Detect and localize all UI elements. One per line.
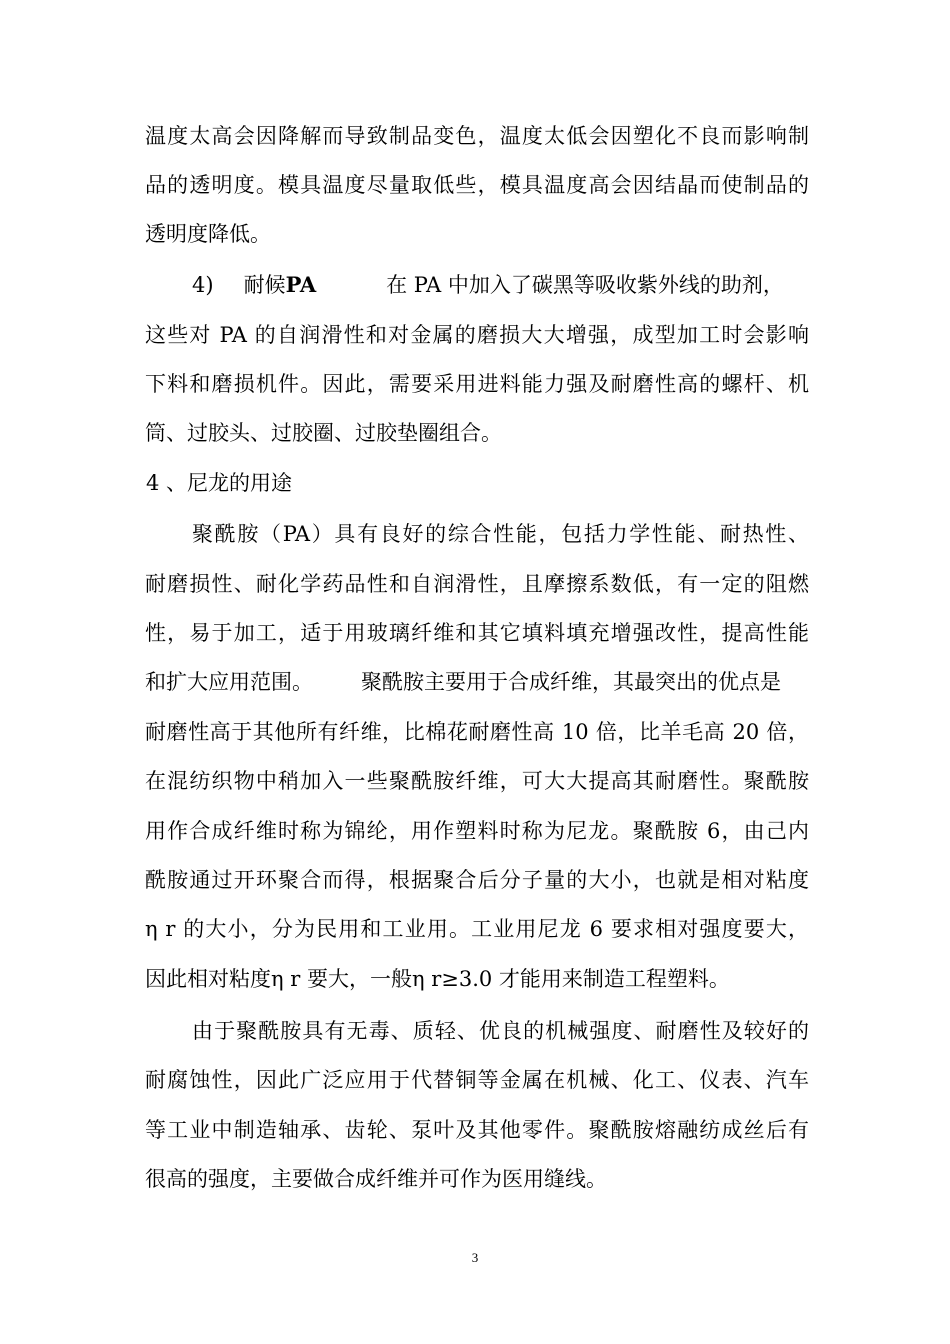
text-line: 温度太高会因降解而导致制品变色，温度太低会因塑化不良而影响制 <box>145 124 809 148</box>
text-line: 耐腐蚀性，因此广泛应用于代替铜等金属在机械、化工、仪表、汽车 <box>145 1068 809 1092</box>
text-line: 很高的强度，主要做合成纤维并可作为医用缝线。 <box>145 1167 607 1191</box>
text-fragment: 和扩大应用范围。 <box>145 670 313 694</box>
text-line: 在混纺织物中稍加入一些聚酰胺纤维，可大大提高其耐磨性。聚酰胺 <box>145 769 809 793</box>
text-line: 耐磨损性、耐化学药品性和自润滑性，且摩擦系数低，有一定的阻燃 <box>145 572 809 596</box>
text-line: 等工业中制造轴承、齿轮、泵叶及其他零件。聚酰胺熔融纺成丝后有 <box>145 1118 809 1142</box>
text-line: 耐磨性高于其他所有纤维，比棉花耐磨性高 10 倍，比羊毛高 20 倍， <box>145 720 809 744</box>
section-heading: 4 、尼龙的用途 <box>146 471 293 495</box>
text-line: 品的透明度。模具温度尽量取低些，模具温度高会因结晶而使制品的 <box>145 173 809 197</box>
list-item-number: 4) <box>192 273 214 297</box>
text-line: η r 的大小，分为民用和工业用。工业用尼龙 6 要求相对强度要大， <box>145 917 809 941</box>
text-line: 下料和磨损机件。因此，需要采用进料能力强及耐磨性高的螺杆、机 <box>145 372 809 396</box>
text-line: 透明度降低。 <box>145 222 271 246</box>
text-fragment: 聚酰胺主要用于合成纤维，其最突出的优点是 <box>361 670 781 694</box>
text-line: 聚酰胺（PA）具有良好的综合性能，包括力学性能、耐热性、 <box>192 522 809 546</box>
text-line: 这些对 PA 的自润滑性和对金属的磨损大大增强，成型加工时会影响 <box>145 323 809 347</box>
list-item-heading-line <box>192 270 809 300</box>
page-number: 3 <box>471 1250 479 1265</box>
list-item-title-bold: PA <box>285 272 317 297</box>
list-item-title: 耐候 <box>243 273 286 297</box>
text-line: 由于聚酰胺具有无毒、质轻、优良的机械强度、耐磨性及较好的 <box>192 1019 809 1043</box>
text-line: 筒、过胶头、过胶圈、过胶垫圈组合。 <box>145 421 502 445</box>
text-line: 因此相对粘度η r 要大，一般η r≥3.0 才能用来制造工程塑料。 <box>145 967 730 991</box>
text-line: 用作合成纤维时称为锦纶，用作塑料时称为尼龙。聚酰胺 6，由己内 <box>145 819 809 843</box>
list-item-body: 在 PA 中加入了碳黑等吸收紫外线的助剂， <box>386 273 784 297</box>
text-line: 酰胺通过开环聚合而得，根据聚合后分子量的大小，也就是相对粘度 <box>145 868 809 892</box>
text-line: 性，易于加工，适于用玻璃纤维和其它填料填充增强改性，提高性能 <box>145 621 809 645</box>
text-line <box>145 667 809 697</box>
